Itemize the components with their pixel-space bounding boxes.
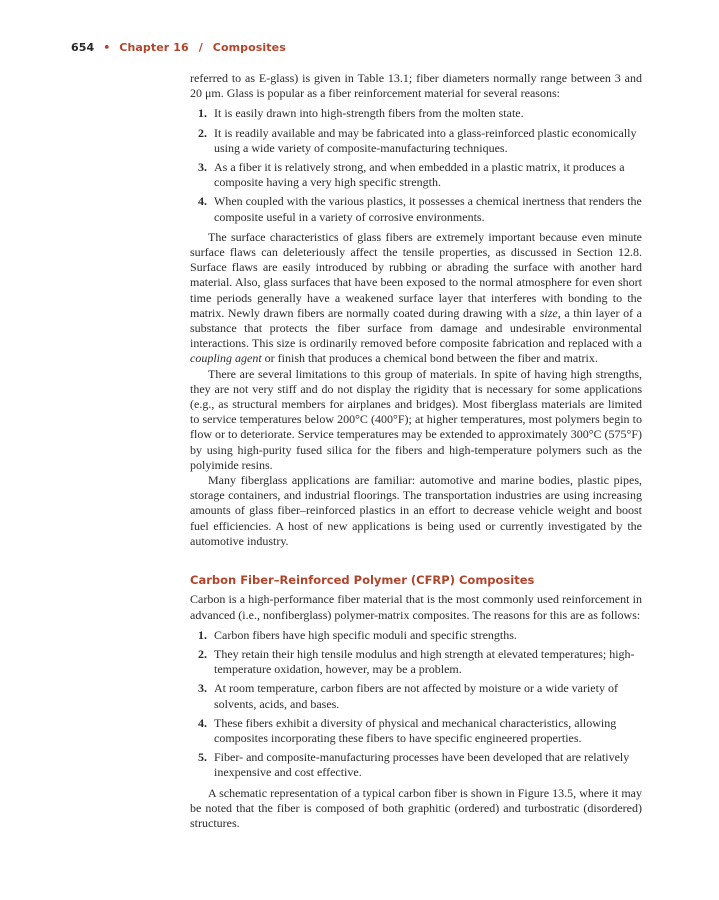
list-number: 4. (198, 715, 207, 730)
list-number: 4. (198, 194, 207, 209)
body-text (190, 71, 642, 831)
list-number: 3. (198, 160, 207, 175)
surface-text-c: or finish that produces a chemical bond between the fiber and matrix. (261, 351, 598, 366)
list-text: At room temperature, carbon fibers are not affected by moisture or a wide variety of solvents, acids, and bases. (214, 681, 618, 711)
list-item (190, 126, 642, 156)
list-number: 2. (198, 125, 207, 140)
list-text: It is readily available and may be fabricated into a glass-reinforced plastic economically using a wide variety of composite-manufacturing techniques. (214, 125, 637, 155)
list-item (190, 750, 642, 780)
surface-paragraph (190, 230, 642, 367)
page-number: 654 (71, 41, 95, 54)
list-item (190, 194, 642, 224)
running-head (71, 41, 286, 54)
header-bullet: • (103, 41, 111, 54)
list-number: 1. (198, 627, 207, 642)
list-number: 3. (198, 681, 207, 696)
list-text: Fiber- and composite-manufacturing processes have been developed that are relatively inexpensive and cost effective. (214, 750, 630, 780)
intro-paragraph: referred to as E-glass) is given in Table 13.1; fiber diameters normally range between 3 and 20 μm. Glass is popular as a fiber reinforcement material for several reasons: (190, 71, 642, 101)
list-text: Carbon fibers have high specific moduli and specific strengths. (214, 627, 517, 642)
list-item (190, 628, 642, 643)
surface-text-a: The surface characteristics of glass fibers are extremely important because even minute surface flaws can deleteriously affect the tensile properties, as discussed in Section 12.8. Surface flaws are easily introduced by rubbing or abrading the surface with another hard material. Also, glass surfaces that have been exposed to the normal atmosphere for even short time periods generally have a weakened surface layer that interferes with bonding to the matrix. Newly drawn fibers are normally coated during drawing with a (190, 229, 642, 320)
list-item (190, 106, 642, 121)
coupling-agent-term: coupling agent (190, 351, 262, 366)
glass-reasons-list (190, 106, 642, 224)
list-number: 5. (198, 750, 207, 765)
list-text: When coupled with the various plastics, it possesses a chemical inertness that renders the composite useful in a variety of corrosive environments. (214, 194, 642, 224)
list-number: 1. (198, 106, 207, 121)
applications-paragraph: Many fiberglass applications are familiar: automotive and marine bodies, plastic pipes, storage containers, and industrial floorings. The transportation industries are using increasing amounts of glass fiber–reinforced plastics in an effort to decrease vehicle weight and boost fuel efficiencies. A host of new applications is being used or currently investigated by the automotive industry. (190, 473, 642, 548)
carbon-reasons-list (190, 628, 642, 781)
carbon-intro-paragraph: Carbon is a high-performance fiber material that is the most commonly used reinforcement in advanced (i.e., nonfiberglass) polymer-matrix composites. The reasons for this are as follows: (190, 592, 642, 622)
schematic-paragraph: A schematic representation of a typical carbon fiber is shown in Figure 13.5, where it may be noted that the fiber is composed of both graphitic (ordered) and turbostratic (disordered) structures. (190, 785, 642, 830)
list-item (190, 160, 642, 190)
surface-text-b: a thin layer of a substance that protects the fiber surface from damage and undesirable environmental interactions. This size is ordinarily removed before composite fabrication and replaced with a (190, 305, 642, 351)
list-number: 2. (198, 646, 207, 661)
limitations-paragraph: There are several limitations to this group of materials. In spite of having high strengths, they are not very stiff and do not display the rigidity that is necessary for some applications (e.g., as structural members for airplanes and bridges). Most fiberglass materials are limited to service temperatures below 200°C (400°F); at higher temperatures, most polymers begin to flow or to deteriorate. Service temperatures may be extended to approximately 300°C (575°F) by using high-purity fused silica for the fibers and high-temperature polymers such as the polyimide resins. (190, 366, 642, 472)
list-item (190, 647, 642, 677)
header-separator: / (198, 41, 203, 54)
list-text: It is easily drawn into high-strength fibers from the molten state. (214, 106, 524, 121)
list-text: As a fiber it is relatively strong, and when embedded in a plastic matrix, it produces a composite having a very high specific strength. (214, 160, 625, 190)
chapter-title: Composites (212, 41, 286, 54)
chapter-label: Chapter 16 (119, 41, 189, 54)
list-item (190, 716, 642, 746)
list-item (190, 681, 642, 711)
list-text: They retain their high tensile modulus and high strength at elevated temperatures; high-temperature oxidation, however, may be a problem. (214, 646, 635, 677)
size-term: size, (539, 305, 561, 320)
list-text: These fibers exhibit a diversity of physical and mechanical characteristics, allowing composites incorporating these fibers to have specific engineered properties. (214, 715, 617, 745)
section-heading: Carbon Fiber–Reinforced Polymer (CFRP) Composites (190, 573, 535, 588)
